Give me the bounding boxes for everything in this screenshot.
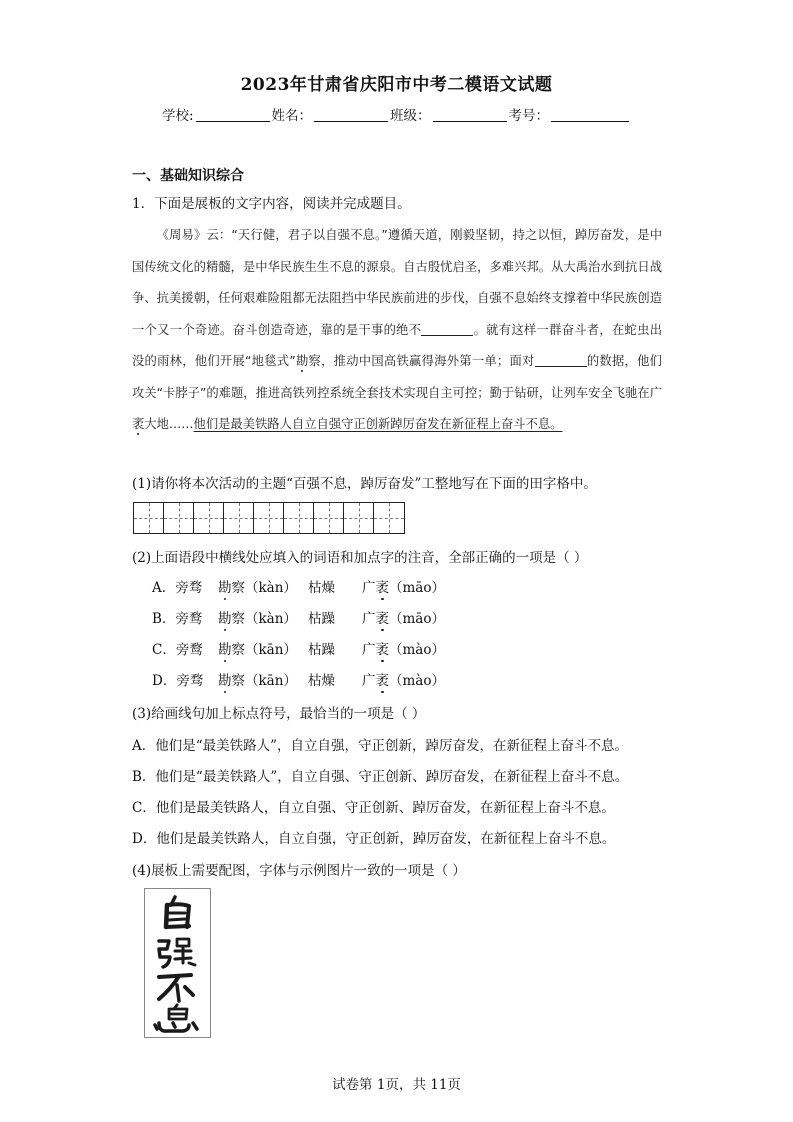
option-word-1: 旁鹜 — [175, 611, 203, 627]
exhibition-passage — [132, 220, 662, 441]
class-label: 班级： — [390, 108, 431, 124]
grid-cell[interactable] — [224, 503, 254, 533]
grid-cell[interactable] — [194, 503, 224, 533]
passage-text-3: 察，推动中国高铁赢得海外第一单；面对 — [308, 354, 535, 368]
option-word-2: 察（kān） — [231, 642, 297, 658]
dotted-char-mao: 袤 — [132, 417, 145, 431]
option-word-4c: （māo） — [389, 611, 445, 627]
sub-question-3: (3)给画线句加上标点符号，最恰当的一项是（ ） — [132, 706, 426, 722]
passage-text-4: 的数据，他们攻关“卡脖子”的难题，推进高铁列控系统全套技术实现自主可控；勤于钻研，让列车安全飞驰在广 — [132, 354, 662, 400]
grid-cell[interactable] — [314, 503, 344, 533]
passage-text-2: 。就有这样一群奋斗者，在蛇虫出没的雨林，他们开展“地毯式” — [132, 322, 662, 368]
dotted-char: 勘 — [218, 607, 232, 627]
school-blank[interactable] — [196, 107, 270, 122]
question-1-prompt: 1．下面是展板的文字内容，阅读并完成题目。 — [132, 196, 411, 212]
grid-cell[interactable] — [344, 503, 374, 533]
exam-title: 2023年甘肃省庆阳市中考二模语文试题 — [240, 75, 553, 95]
passage-paragraph — [132, 220, 662, 441]
dotted-char: 袤 — [376, 638, 390, 658]
exam-number-label: 考号： — [508, 108, 550, 124]
option-2a[interactable] — [152, 576, 445, 596]
option-word-3: 枯躁 — [308, 642, 335, 658]
passage-blank-1[interactable] — [421, 322, 473, 336]
calligraphy-brush-strokes — [145, 889, 210, 1037]
calligraphy-sample-image — [144, 888, 211, 1038]
underlined-sentence: 他们是最美铁路人自立自强守正创新踔厉奋发在新征程上奋斗不息。 — [193, 417, 563, 431]
page-footer: 试卷第 1页，共 11页 — [332, 1077, 461, 1093]
passage-blank-2[interactable] — [535, 353, 587, 367]
grid-cell[interactable] — [254, 503, 284, 533]
option-word-2: 察（kàn） — [231, 611, 297, 627]
option-word-4a: 广 — [362, 580, 376, 596]
option-2c[interactable] — [152, 638, 445, 658]
exam-number-blank[interactable] — [551, 107, 629, 122]
tianzige-grid[interactable] — [133, 502, 405, 534]
passage-text-5: 大地…… — [144, 417, 194, 431]
student-info-line — [0, 104, 793, 124]
passage-text-1: 《周易》云：“天行健，君子以自强不息。”遵循天道，刚毅坚韧，持之以恒，踔厉奋发，是中国传统文化的精髓，是中华民族生生不息的源泉。自古殷忧启圣，多难兴邦。从大禹治水到抗日战争、抗美援朝，任何艰难险阻都无法阻挡中华民族前进的步伐，自强不息始终支撑着中华民族创造一个又一个奇迹。奋斗创造奇迹，靠的是干事的绝不 — [132, 228, 662, 337]
option-word-1: 旁骛 — [175, 580, 203, 596]
grid-cell[interactable] — [134, 503, 164, 533]
option-word-2: 察（kàn） — [231, 580, 297, 596]
grid-cell[interactable] — [374, 503, 404, 533]
section-heading: 一、基础知识综合 — [132, 168, 244, 184]
option-word-4a: 广 — [362, 673, 376, 689]
dotted-char-kan: 勘 — [295, 354, 309, 368]
dotted-char: 勘 — [218, 576, 232, 596]
option-word-1: 旁鹜 — [175, 642, 203, 658]
dotted-char: 袤 — [376, 669, 390, 689]
option-letter: C． — [152, 642, 176, 658]
dotted-char: 袤 — [376, 576, 390, 596]
option-3d[interactable]: D．他们是最美铁路人，自立自强，守正创新，踔厉奋发，在新征程上奋斗不息。 — [132, 831, 616, 847]
option-word-4c: （māo） — [389, 580, 445, 596]
option-letter: A． — [152, 580, 176, 596]
option-3a[interactable]: A．他们是“最美铁路人”，自立自强，守正创新，踔厉奋发，在新征程上奋斗不息。 — [132, 738, 629, 754]
school-label: 学校: — [161, 108, 194, 124]
option-word-4c: （mào） — [389, 642, 445, 658]
option-letter: D． — [152, 673, 177, 689]
sub-question-4: (4)展板上需要配图，字体与示例图片一致的一项是（ ） — [132, 863, 466, 879]
option-3b[interactable]: B．他们是“最美铁路人”，自立自强、守正创新、踔厉奋发，在新征程上奋斗不息。 — [132, 769, 629, 785]
option-letter: B． — [152, 611, 176, 627]
option-3c[interactable]: C．他们是最美铁路人，自立自强、守正创新、踔厉奋发，在新征程上奋斗不息。 — [132, 800, 615, 816]
sub-question-1: (1)请你将本次活动的主题“百强不息，踔厉奋发”工整地写在下面的田字格中。 — [132, 476, 597, 492]
option-word-3: 枯燥 — [308, 580, 335, 596]
name-blank[interactable] — [314, 107, 388, 122]
option-2d[interactable] — [152, 669, 445, 689]
option-word-2: 察（kān） — [231, 673, 297, 689]
class-blank[interactable] — [433, 107, 507, 122]
dotted-char: 袤 — [376, 607, 390, 627]
option-word-3: 枯燥 — [308, 673, 335, 689]
option-word-4c: （mào） — [389, 673, 445, 689]
option-word-3: 枯躁 — [308, 611, 335, 627]
option-word-4a: 广 — [362, 642, 376, 658]
sub-question-2: (2)上面语段中横线处应填入的词语和加点字的注音，全部正确的一项是（ ） — [132, 550, 588, 566]
name-label: 姓名： — [271, 108, 313, 124]
option-word-1: 旁骛 — [176, 673, 204, 689]
dotted-char: 勘 — [218, 638, 232, 658]
option-2b[interactable] — [152, 607, 445, 627]
option-word-4a: 广 — [362, 611, 376, 627]
dotted-char: 勘 — [218, 669, 232, 689]
grid-cell[interactable] — [164, 503, 194, 533]
grid-cell[interactable] — [284, 503, 314, 533]
